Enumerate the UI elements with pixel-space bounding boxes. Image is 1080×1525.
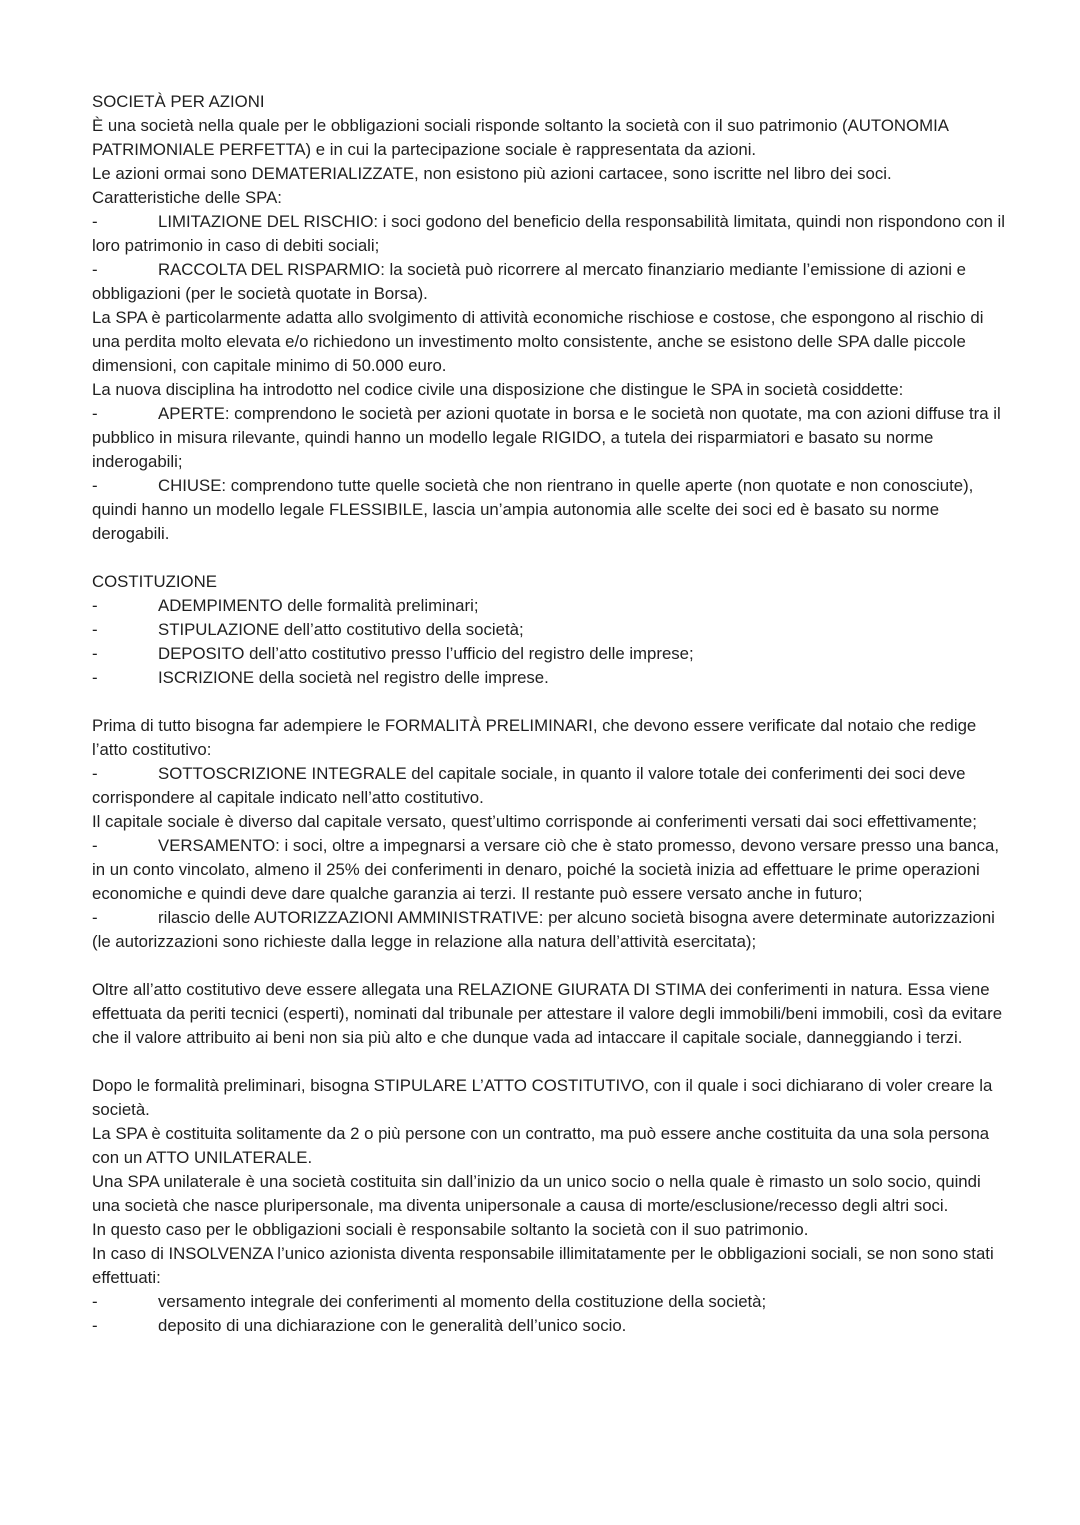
list-item [92, 594, 1010, 618]
paragraph: Prima di tutto bisogna far adempiere le FORMALITÀ PRELIMINARI, che devono essere verificate dal notaio che redige l’atto costitutivo: [92, 716, 977, 759]
paragraph-gap [92, 1050, 1010, 1074]
bullet-dash: - [92, 404, 98, 423]
list-item-text: STIPULAZIONE dell’atto costitutivo della società; [158, 620, 524, 639]
list-item [92, 210, 1010, 258]
paragraph: In questo caso per le obbligazioni sociali è responsabile soltanto la società con il suo patrimonio. [92, 1220, 809, 1239]
paragraph-gap [92, 690, 1010, 714]
bullet-dash: - [92, 1316, 98, 1335]
bullet-dash: - [92, 620, 98, 639]
paragraph-gap [92, 546, 1010, 570]
list-item-text: rilascio delle AUTORIZZAZIONI AMMINISTRATIVE: per alcuno società bisogna avere determinate autorizzazioni (le autorizzazioni sono richieste dalla legge in relazione alla natura dell’attività esercitata); [92, 908, 995, 951]
list-item-text: versamento integrale dei conferimenti al momento della costituzione della società; [158, 1292, 767, 1311]
list-item [92, 666, 1010, 690]
list-item [92, 618, 1010, 642]
list-item-text: APERTE: comprendono le società per azioni quotate in borsa e le società non quotate, ma con azioni diffuse tra il pubblico in misura rilevante, quindi hanno un modello legale RIGIDO, a tutela dei risparmiatori e basato su norme inderogabili; [92, 404, 1001, 471]
paragraph: Oltre all’atto costitutivo deve essere allegata una RELAZIONE GIURATA DI STIMA dei conferimenti in natura. Essa viene effettuata da periti tecnici (esperti), nominati dal tribunale per attestare il valore degli immobili/beni immobili, così da evitare che il valore attribuito ai beni non sia più alto e che dunque vada ad intaccare il capitale sociale, danneggiando i terzi. [92, 980, 1003, 1047]
bullet-dash: - [92, 668, 98, 687]
paragraph: In caso di INSOLVENZA l’unico azionista diventa responsabile illimitatamente per le obbligazioni sociali, se non sono stati effettuati: [92, 1244, 994, 1287]
list-item [92, 402, 1010, 474]
paragraph: La nuova disciplina ha introdotto nel codice civile una disposizione che distingue le SPA in società cosiddette: [92, 380, 904, 399]
paragraph-gap [92, 954, 1010, 978]
bullet-dash: - [92, 212, 98, 231]
paragraph: Il capitale sociale è diverso dal capitale versato, quest’ultimo corrisponde ai conferimenti versati dai soci effettivamente; [92, 812, 977, 831]
paragraph: Una SPA unilaterale è una società costituita sin dall’inizio da un unico socio o nella quale è rimasto un solo socio, quindi una società che nasce pluripersonale, ma diventa unipersonale a causa di morte/esclusione/recesso degli altri soci. [92, 1172, 981, 1215]
list-item-text: SOTTOSCRIZIONE INTEGRALE del capitale sociale, in quanto il valore totale dei conferimenti dei soci deve corrispondere al capitale indicato nell’atto costitutivo. [92, 764, 966, 807]
bullet-dash: - [92, 476, 98, 495]
list-item-text: deposito di una dichiarazione con le generalità dell’unico socio. [158, 1316, 627, 1335]
paragraph: È una società nella quale per le obbligazioni sociali risponde soltanto la società con il suo patrimonio (AUTONOMIA PATRIMONIALE PERFETTA) e in cui la partecipazione sociale è rappresentata da azioni. [92, 116, 948, 159]
list-item [92, 834, 1010, 906]
paragraph: Le azioni ormai sono DEMATERIALIZZATE, non esistono più azioni cartacee, sono iscritte nel libro dei soci. [92, 164, 892, 183]
list-item [92, 1290, 1010, 1314]
paragraph: La SPA è particolarmente adatta allo svolgimento di attività economiche rischiose e costose, che espongono al rischio di una perdita molto elevata e/o richiedono un investimento molto consistente, anche se esistono delle SPA dalle piccole dimensioni, con capitale minimo di 50.000 euro. [92, 308, 984, 375]
bullet-dash: - [92, 596, 98, 615]
list-item-text: LIMITAZIONE DEL RISCHIO: i soci godono del beneficio della responsabilità limitata, quindi non rispondono con il loro patrimonio in caso di debiti sociali; [92, 212, 1005, 255]
bullet-dash: - [92, 764, 98, 783]
list-item-text: DEPOSITO dell’atto costitutivo presso l’ufficio del registro delle imprese; [158, 644, 694, 663]
bullet-dash: - [92, 260, 98, 279]
paragraph: Caratteristiche delle SPA: [92, 188, 282, 207]
list-item-text: RACCOLTA DEL RISPARMIO: la società può ricorrere al mercato finanziario mediante l’emissione di azioni e obbligazioni (per le società quotate in Borsa). [92, 260, 966, 303]
bullet-dash: - [92, 836, 98, 855]
paragraph: La SPA è costituita solitamente da 2 o più persone con un contratto, ma può essere anche costituita da una sola persona con un ATTO UNILATERALE. [92, 1124, 990, 1167]
list-item-text: ISCRIZIONE della società nel registro delle imprese. [158, 668, 549, 687]
list-item-text: ADEMPIMENTO delle formalità preliminari; [158, 596, 479, 615]
list-item [92, 906, 1010, 954]
bullet-dash: - [92, 1292, 98, 1311]
paragraph: Dopo le formalità preliminari, bisogna STIPULARE L’ATTO COSTITUTIVO, con il quale i soci dichiarano di voler creare la società. [92, 1076, 993, 1119]
paragraph: COSTITUZIONE [92, 572, 217, 591]
list-item-text: VERSAMENTO: i soci, oltre a impegnarsi a versare ciò che è stato promesso, devono versare presso una banca, in un conto vincolato, almeno il 25% dei conferimenti in denaro, poiché la società inizia ad effettuare le prime operazioni economiche e quindi deve dare qualche garanzia ai terzi. Il restante può essere versato anche in futuro; [92, 836, 1000, 903]
bullet-dash: - [92, 908, 98, 927]
document-title: SOCIETÀ PER AZIONI [92, 92, 265, 111]
list-item [92, 474, 1010, 546]
list-item [92, 258, 1010, 306]
list-item [92, 762, 1010, 810]
list-item [92, 642, 1010, 666]
list-item [92, 1314, 1010, 1338]
bullet-dash: - [92, 644, 98, 663]
list-item-text: CHIUSE: comprendono tutte quelle società che non rientrano in quelle aperte (non quotate e non conosciute), quindi hanno un modello legale FLESSIBILE, lascia un’ampia autonomia alle scelte dei soci ed è basato su norme derogabili. [92, 476, 974, 543]
